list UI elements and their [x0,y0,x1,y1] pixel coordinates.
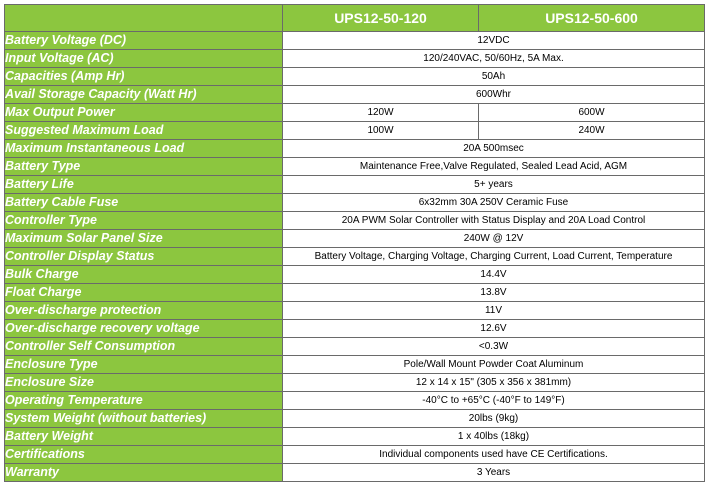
spec-table-body [5,32,705,482]
spec-label: Over-discharge protection [5,302,283,320]
spec-row [5,284,705,302]
spec-row [5,248,705,266]
spec-sheet [4,4,704,482]
spec-label: Battery Cable Fuse [5,194,283,212]
header-corner-cell [5,5,283,32]
spec-label: Battery Life [5,176,283,194]
spec-value-ups12-50-600: 240W [479,122,705,140]
spec-row [5,50,705,68]
spec-row [5,212,705,230]
spec-value: 12 x 14 x 15" (305 x 356 x 381mm) [283,374,705,392]
spec-row [5,176,705,194]
spec-value: 120/240VAC, 50/60Hz, 5A Max. [283,50,705,68]
spec-label: Battery Voltage (DC) [5,32,283,50]
spec-value-ups12-50-600: 600W [479,104,705,122]
spec-row [5,410,705,428]
header-row [5,5,705,32]
spec-label: Warranty [5,464,283,482]
spec-row [5,104,705,122]
spec-row [5,320,705,338]
spec-value-ups12-50-120: 100W [283,122,479,140]
spec-label: Battery Type [5,158,283,176]
spec-value: <0.3W [283,338,705,356]
spec-row [5,374,705,392]
spec-row [5,122,705,140]
spec-row [5,32,705,50]
spec-label: Controller Self Consumption [5,338,283,356]
spec-row [5,392,705,410]
spec-label: Bulk Charge [5,266,283,284]
spec-value: 13.8V [283,284,705,302]
spec-value: -40°C to +65°C (-40°F to 149°F) [283,392,705,410]
spec-label: Suggested Maximum Load [5,122,283,140]
spec-value: 1 x 40lbs (18kg) [283,428,705,446]
spec-value: 20A 500msec [283,140,705,158]
spec-row [5,428,705,446]
spec-table [4,4,705,482]
spec-row [5,446,705,464]
spec-row [5,194,705,212]
spec-row [5,140,705,158]
spec-value: Pole/Wall Mount Powder Coat Aluminum [283,356,705,374]
spec-value: 6x32mm 30A 250V Ceramic Fuse [283,194,705,212]
spec-label: Maximum Solar Panel Size [5,230,283,248]
spec-label: Battery Weight [5,428,283,446]
spec-label: Enclosure Type [5,356,283,374]
spec-label: Avail Storage Capacity (Watt Hr) [5,86,283,104]
spec-row [5,158,705,176]
spec-value: 50Ah [283,68,705,86]
spec-value: 20lbs (9kg) [283,410,705,428]
spec-value: 5+ years [283,176,705,194]
spec-row [5,356,705,374]
spec-value-ups12-50-120: 120W [283,104,479,122]
spec-label: Float Charge [5,284,283,302]
spec-row [5,464,705,482]
spec-label: Over-discharge recovery voltage [5,320,283,338]
spec-label: Controller Display Status [5,248,283,266]
spec-value: 20A PWM Solar Controller with Status Display and 20A Load Control [283,212,705,230]
spec-label: Enclosure Size [5,374,283,392]
spec-label: Maximum Instantaneous Load [5,140,283,158]
spec-value: 600Whr [283,86,705,104]
spec-row [5,338,705,356]
spec-value: 3 Years [283,464,705,482]
spec-label: Operating Temperature [5,392,283,410]
spec-value: 14.4V [283,266,705,284]
spec-value: 240W @ 12V [283,230,705,248]
spec-value: 12VDC [283,32,705,50]
spec-label: Max Output Power [5,104,283,122]
model-header-ups12-50-120: UPS12-50-120 [283,5,479,32]
spec-label: System Weight (without batteries) [5,410,283,428]
spec-value: 11V [283,302,705,320]
model-header-ups12-50-600: UPS12-50-600 [479,5,705,32]
spec-label: Input Voltage (AC) [5,50,283,68]
spec-value: Battery Voltage, Charging Voltage, Charging Current, Load Current, Temperature [283,248,705,266]
spec-label: Controller Type [5,212,283,230]
spec-value: Individual components used have CE Certifications. [283,446,705,464]
spec-row [5,86,705,104]
spec-row [5,230,705,248]
spec-row [5,68,705,86]
spec-value: Maintenance Free,Valve Regulated, Sealed Lead Acid, AGM [283,158,705,176]
spec-row [5,302,705,320]
spec-row [5,266,705,284]
spec-label: Certifications [5,446,283,464]
spec-label: Capacities (Amp Hr) [5,68,283,86]
spec-value: 12.6V [283,320,705,338]
